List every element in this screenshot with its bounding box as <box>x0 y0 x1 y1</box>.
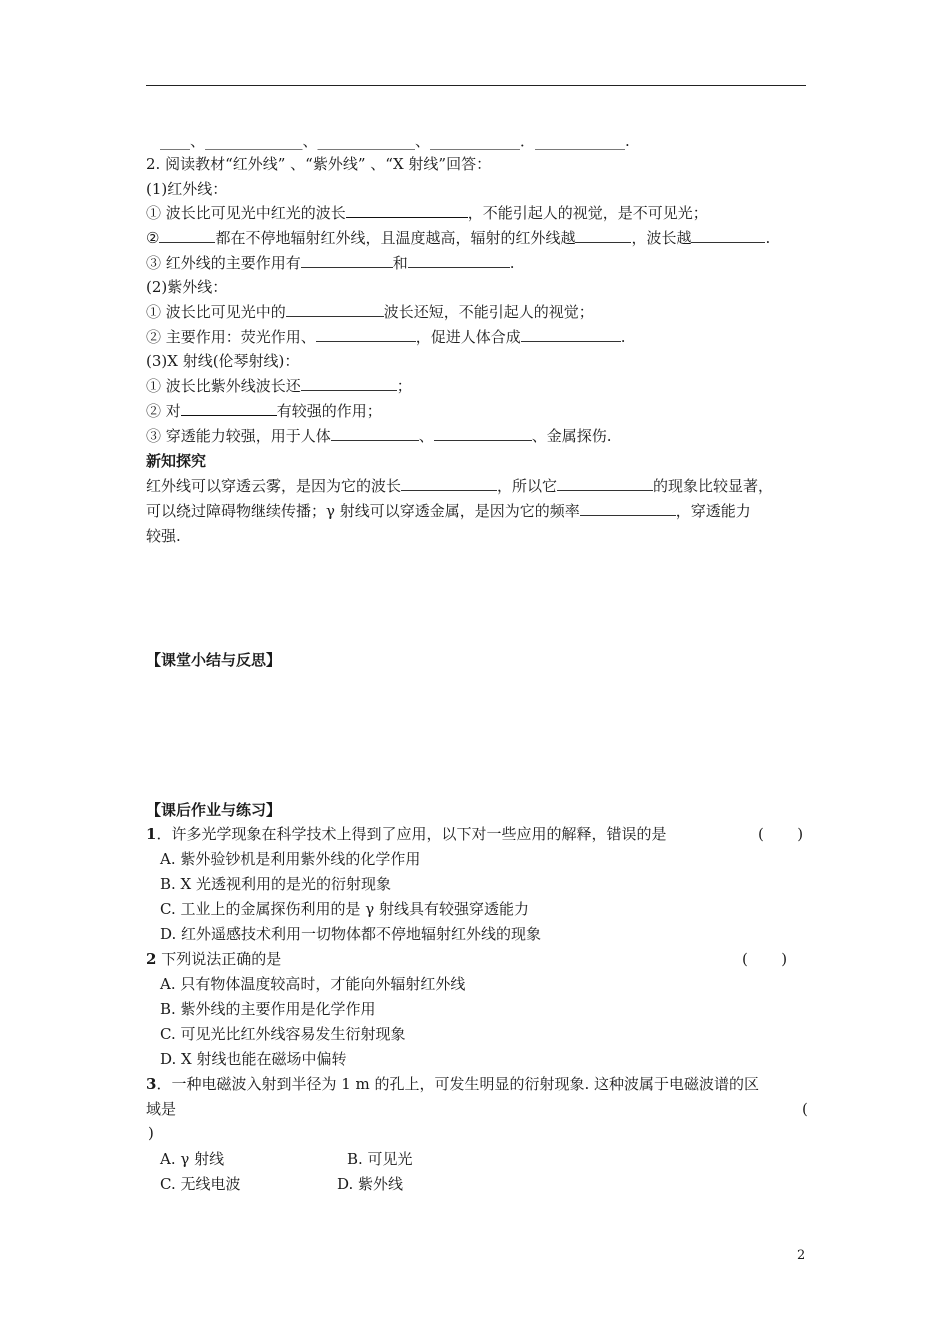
explore-line-1: 红外线可以穿透云雾，是因为它的波长 ，所以它 的现象比较显著， <box>146 477 774 495</box>
blank[interactable] <box>557 476 653 491</box>
blank[interactable] <box>434 426 532 441</box>
question-2-intro: 2. 阅读教材“红外线” 、“紫外线” 、“X 射线”回答： <box>146 155 492 173</box>
homework-question-1: 1．许多光学现象在科学技术上得到了应用，以下对一些应用的解释，错误的是 <box>146 825 667 843</box>
option-c: C. 无线电波 <box>160 1175 241 1193</box>
homework-question-3-cont: 域是 <box>146 1100 177 1118</box>
option-d: D. 紫外线 <box>337 1175 404 1193</box>
blank[interactable] <box>301 253 393 268</box>
blank[interactable] <box>181 401 277 416</box>
summary-heading: 【课堂小结与反思】 <box>146 651 282 669</box>
xray-item-3: ③ 穿透能力较强，用于人体 、 、金属探伤. <box>146 427 612 445</box>
answer-parenthesis-close[interactable]: ) <box>148 1124 154 1142</box>
fill-blank-line: ____、_____________、_____________、____________．____________. <box>160 132 630 150</box>
infrared-item-3: ③ 红外线的主要作用有 和 . <box>146 254 515 272</box>
blank[interactable] <box>316 327 416 342</box>
blank[interactable] <box>286 302 384 317</box>
blank[interactable] <box>691 228 765 243</box>
infrared-item-2: ② 都在不停地辐射红外线，且温度越高，辐射的红外线越 ，波长越 . <box>146 229 771 247</box>
homework-question-2: 2 下列说法正确的是 <box>146 950 282 968</box>
header-rule <box>146 85 806 86</box>
option-a: A. 只有物体温度较高时，才能向外辐射红外线 <box>160 975 466 993</box>
option-b: B. X 光透视利用的是光的衍射现象 <box>160 875 392 893</box>
explore-line-2: 可以绕过障碍物继续传播；γ 射线可以穿透金属，是因为它的频率 ，穿透能力 <box>146 502 751 520</box>
homework-question-3: 3．一种电磁波入射到半径为 1 m 的孔上，可发生明显的衍射现象. 这种波属于电磁波谱的区 <box>146 1075 760 1093</box>
option-c: C. 工业上的金属探伤利用的是 γ 射线具有较强穿透能力 <box>160 900 529 918</box>
option-d: D. 红外遥感技术利用一切物体都不停地辐射红外线的现象 <box>160 925 542 943</box>
blank[interactable] <box>159 228 215 243</box>
infrared-heading: (1)红外线： <box>146 180 228 198</box>
ultraviolet-heading: (2)紫外线： <box>146 278 228 296</box>
blank[interactable] <box>301 376 397 391</box>
homework-heading: 【课后作业与练习】 <box>146 801 282 819</box>
blank[interactable] <box>346 203 468 218</box>
blank[interactable] <box>408 253 510 268</box>
explore-line-3: 较强. <box>146 527 181 545</box>
page-number: 2 <box>797 1248 806 1263</box>
option-a: A. γ 射线 <box>160 1150 225 1168</box>
blank[interactable] <box>575 228 631 243</box>
xray-item-2: ② 对 有较强的作用； <box>146 402 382 420</box>
blank[interactable] <box>521 327 621 342</box>
option-c: C. 可见光比红外线容易发生衍射现象 <box>160 1025 406 1043</box>
xray-item-1: ① 波长比紫外线波长还 ； <box>146 377 412 395</box>
answer-parenthesis[interactable]: ( ) <box>742 950 788 968</box>
blank[interactable] <box>580 501 676 516</box>
explore-heading: 新知探究 <box>146 452 207 470</box>
blank[interactable] <box>401 476 497 491</box>
ultraviolet-item-2: ② 主要作用：荧光作用、 ，促进人体合成 . <box>146 328 626 346</box>
ultraviolet-item-1: ① 波长比可见光中的 波长还短，不能引起人的视觉； <box>146 303 594 321</box>
answer-parenthesis[interactable]: ( ) <box>758 825 804 843</box>
option-b: B. 紫外线的主要作用是化学作用 <box>160 1000 376 1018</box>
infrared-item-1: ① 波长比可见光中红光的波长 ，不能引起人的视觉，是不可见光； <box>146 204 708 222</box>
option-a: A. 紫外验钞机是利用紫外线的化学作用 <box>160 850 421 868</box>
option-b: B. 可见光 <box>347 1150 413 1168</box>
answer-parenthesis-open[interactable]: ( <box>802 1100 808 1118</box>
option-d: D. X 射线也能在磁场中偏转 <box>160 1050 347 1068</box>
xray-heading: (3)X 射线(伦琴射线)： <box>146 352 300 370</box>
blank[interactable] <box>331 426 419 441</box>
